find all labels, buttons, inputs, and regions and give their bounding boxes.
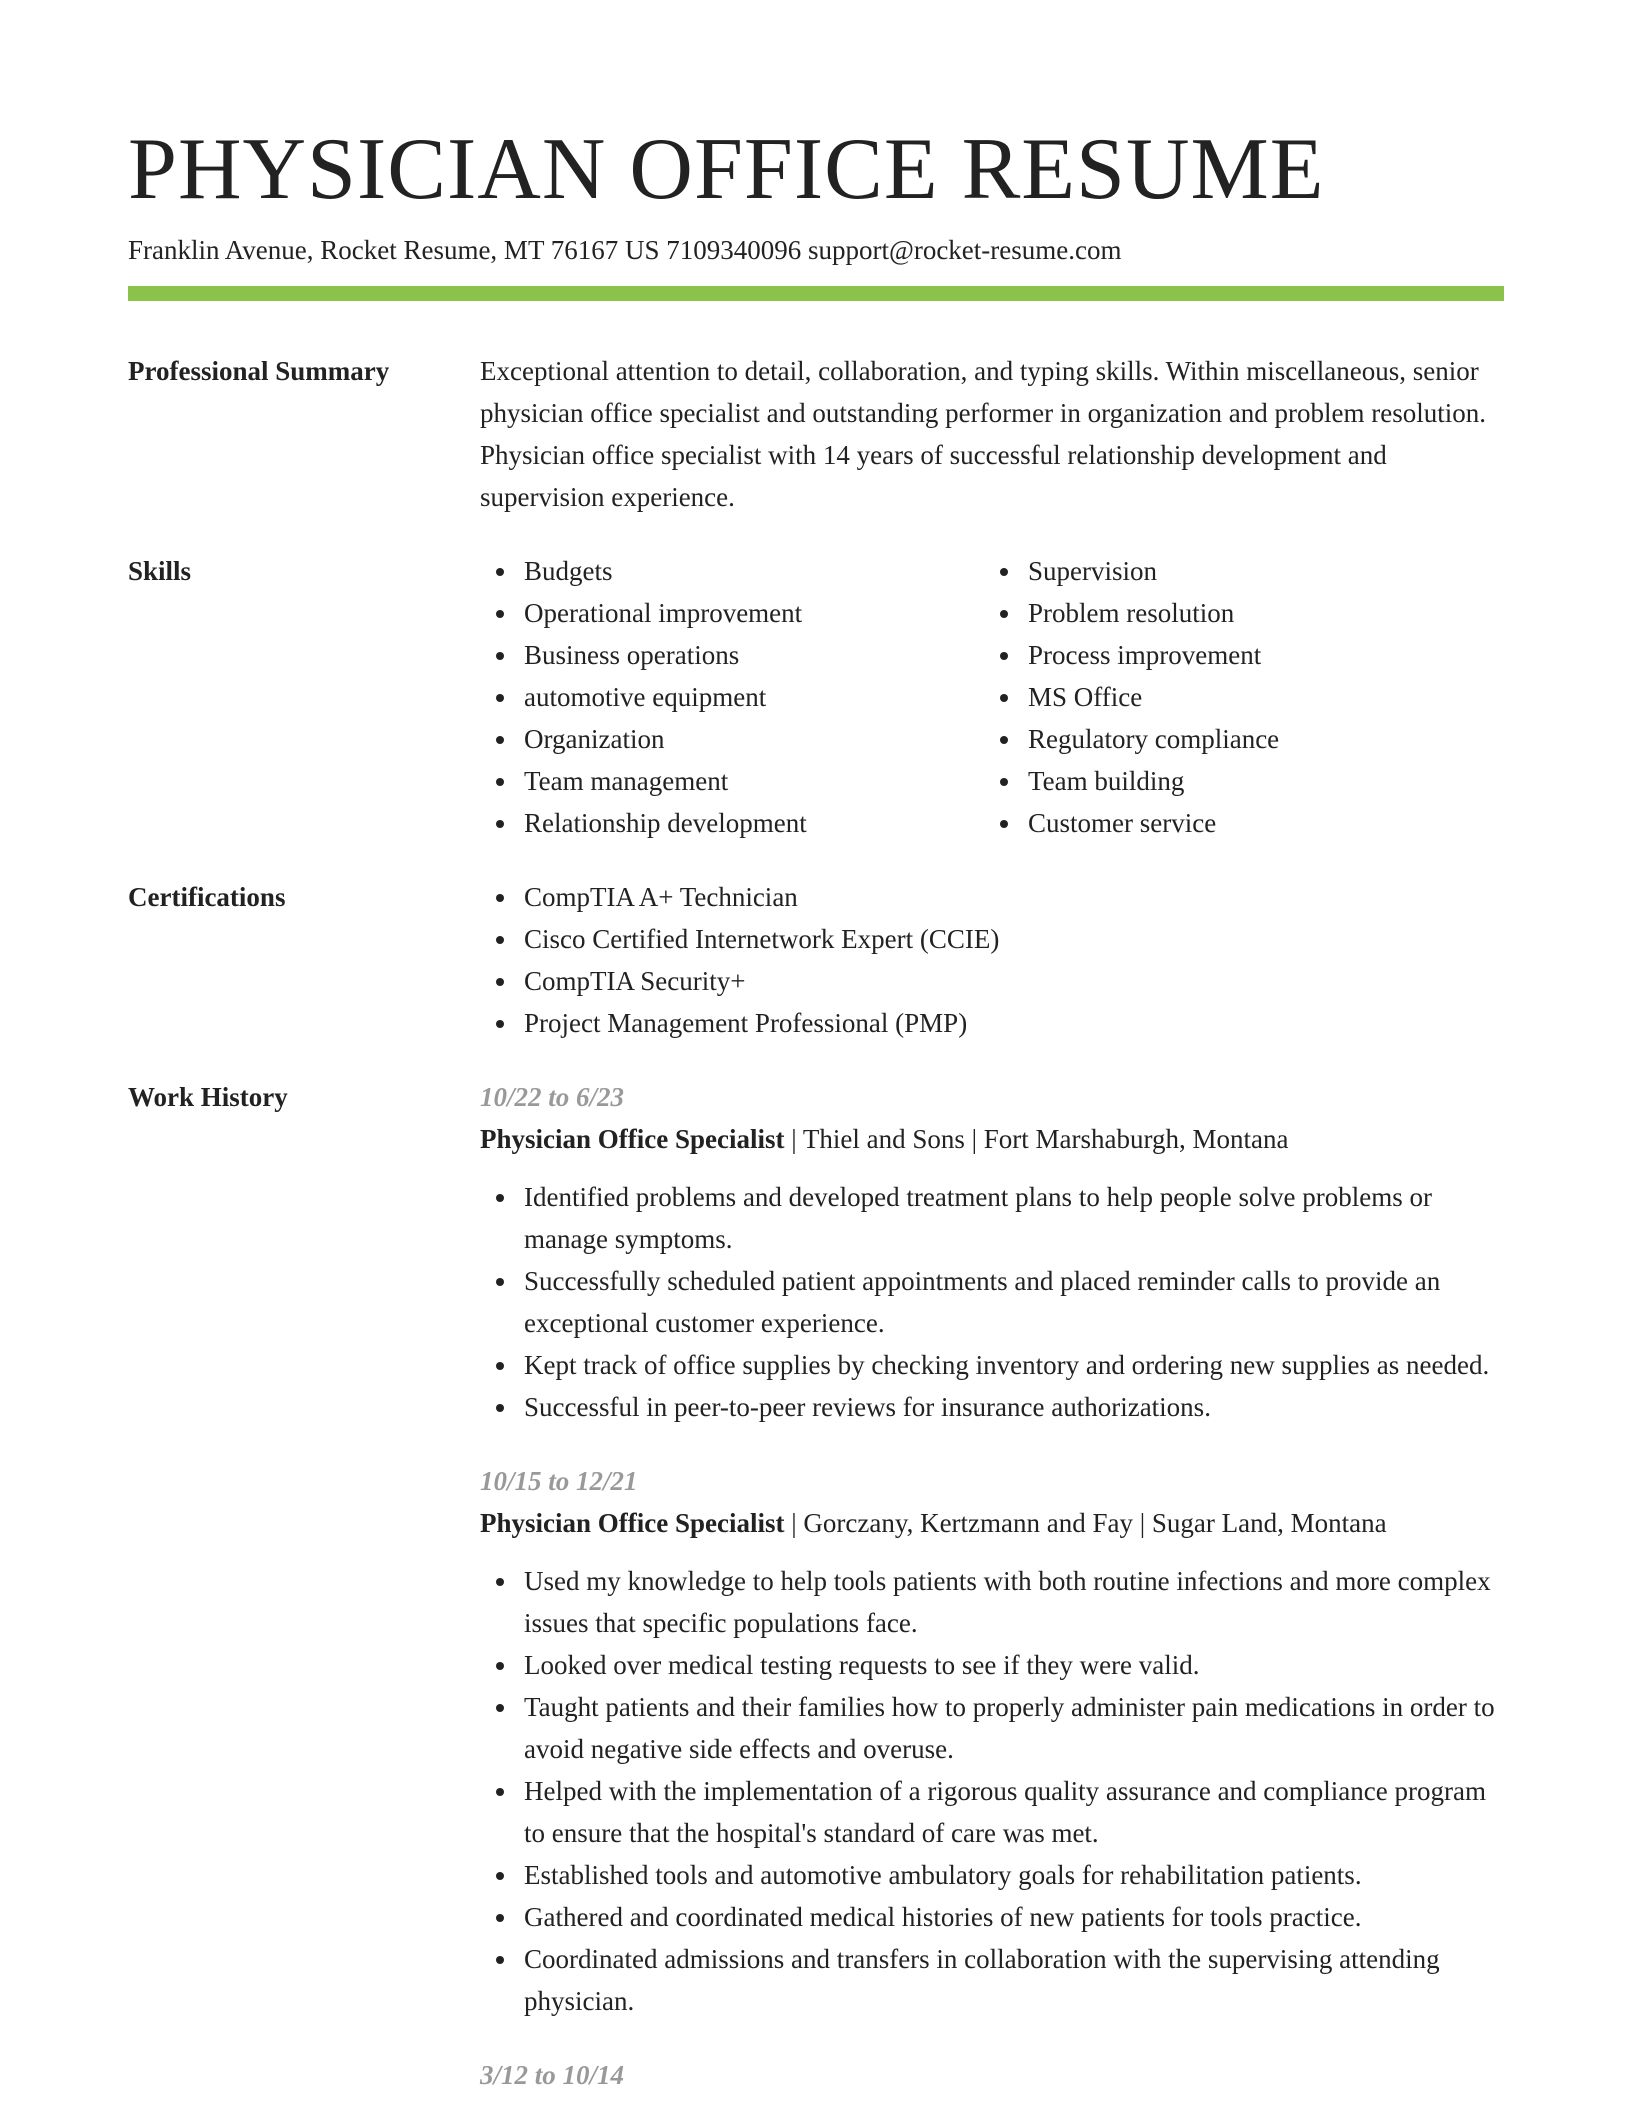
list-item: Organization	[524, 718, 984, 760]
list-item: Gathered and coordinated medical histories of new patients for tools practice.	[524, 1896, 1504, 1938]
skills-body	[480, 550, 1504, 844]
list-item: MS Office	[1028, 676, 1488, 718]
work-history-heading: Work History	[128, 1082, 288, 1112]
job-entry	[480, 1076, 1504, 1428]
summary-text: Exceptional attention to detail, collaboration, and typing skills. Within miscellaneous, senior physician office specialist and outstanding performer in organization and problem resolution. Physician office specialist with 14 years of successful relationship development and supervision experience.	[480, 356, 1486, 512]
job-date: 10/15 to 12/21	[480, 1466, 638, 1496]
job-company: | Thiel and Sons | Fort Marshaburgh, Montana	[784, 1124, 1289, 1154]
list-item: Process improvement	[1028, 634, 1488, 676]
list-item: Regulatory compliance	[1028, 718, 1488, 760]
accent-divider	[128, 286, 1504, 301]
contact-line: Franklin Avenue, Rocket Resume, MT 76167 US 7109340096 support@rocket-resume.com	[128, 235, 1122, 265]
job-date: 3/12 to 10/14	[480, 2060, 625, 2090]
job-title-line	[480, 1502, 1504, 1544]
job-entry	[480, 2054, 1504, 2096]
job-date: 10/22 to 6/23	[480, 1082, 625, 1112]
list-item: Successful in peer-to-peer reviews for insurance authorizations.	[524, 1386, 1504, 1428]
list-item: Coordinated admissions and transfers in collaboration with the supervising attending physician.	[524, 1938, 1504, 2022]
list-item: Project Management Professional (PMP)	[524, 1002, 1504, 1044]
list-item: Customer service	[1028, 802, 1488, 844]
list-item: Identified problems and developed treatment plans to help people solve problems or manage symptoms.	[524, 1176, 1504, 1260]
list-item: Established tools and automotive ambulatory goals for rehabilitation patients.	[524, 1854, 1504, 1896]
job-role: Physician Office Specialist	[480, 1124, 785, 1154]
list-item: Team building	[1028, 760, 1488, 802]
list-item: Relationship development	[524, 802, 984, 844]
list-item: Used my knowledge to help tools patients with both routine infections and more complex issues that specific populations face.	[524, 1560, 1504, 1644]
list-item: Supervision	[1028, 550, 1488, 592]
certifications-heading: Certifications	[128, 882, 286, 912]
list-item: Taught patients and their families how to properly administer pain medications in order to avoid negative side effects and overuse.	[524, 1686, 1504, 1770]
list-item: CompTIA A+ Technician	[524, 876, 1504, 918]
skills-heading: Skills	[128, 556, 192, 586]
list-item: Business operations	[524, 634, 984, 676]
job-company: | Gorczany, Kertzmann and Fay | Sugar Land, Montana	[784, 1508, 1387, 1538]
certifications-body	[480, 876, 1504, 1044]
summary-body	[480, 350, 1504, 518]
skills-column-left	[480, 550, 984, 844]
skills-column-right	[984, 550, 1488, 844]
list-item: Kept track of office supplies by checking inventory and ordering new supplies as needed.	[524, 1344, 1504, 1386]
list-item: automotive equipment	[524, 676, 984, 718]
job-title-line	[480, 1118, 1504, 1160]
job-role: Physician Office Specialist	[480, 1508, 785, 1538]
resume-title: PHYSICIAN OFFICE RESUME	[128, 121, 1325, 218]
summary-heading: Professional Summary	[128, 356, 390, 386]
list-item: Budgets	[524, 550, 984, 592]
work-history-body	[480, 1076, 1504, 2128]
list-item: CompTIA Security+	[524, 960, 1504, 1002]
list-item: Team management	[524, 760, 984, 802]
job-entry	[480, 1460, 1504, 2022]
list-item: Problem resolution	[1028, 592, 1488, 634]
list-item: Looked over medical testing requests to see if they were valid.	[524, 1644, 1504, 1686]
list-item: Cisco Certified Internetwork Expert (CCIE)	[524, 918, 1504, 960]
list-item: Operational improvement	[524, 592, 984, 634]
list-item: Helped with the implementation of a rigorous quality assurance and compliance program to ensure that the hospital's standard of care was met.	[524, 1770, 1504, 1854]
list-item: Successfully scheduled patient appointments and placed reminder calls to provide an exceptional customer experience.	[524, 1260, 1504, 1344]
